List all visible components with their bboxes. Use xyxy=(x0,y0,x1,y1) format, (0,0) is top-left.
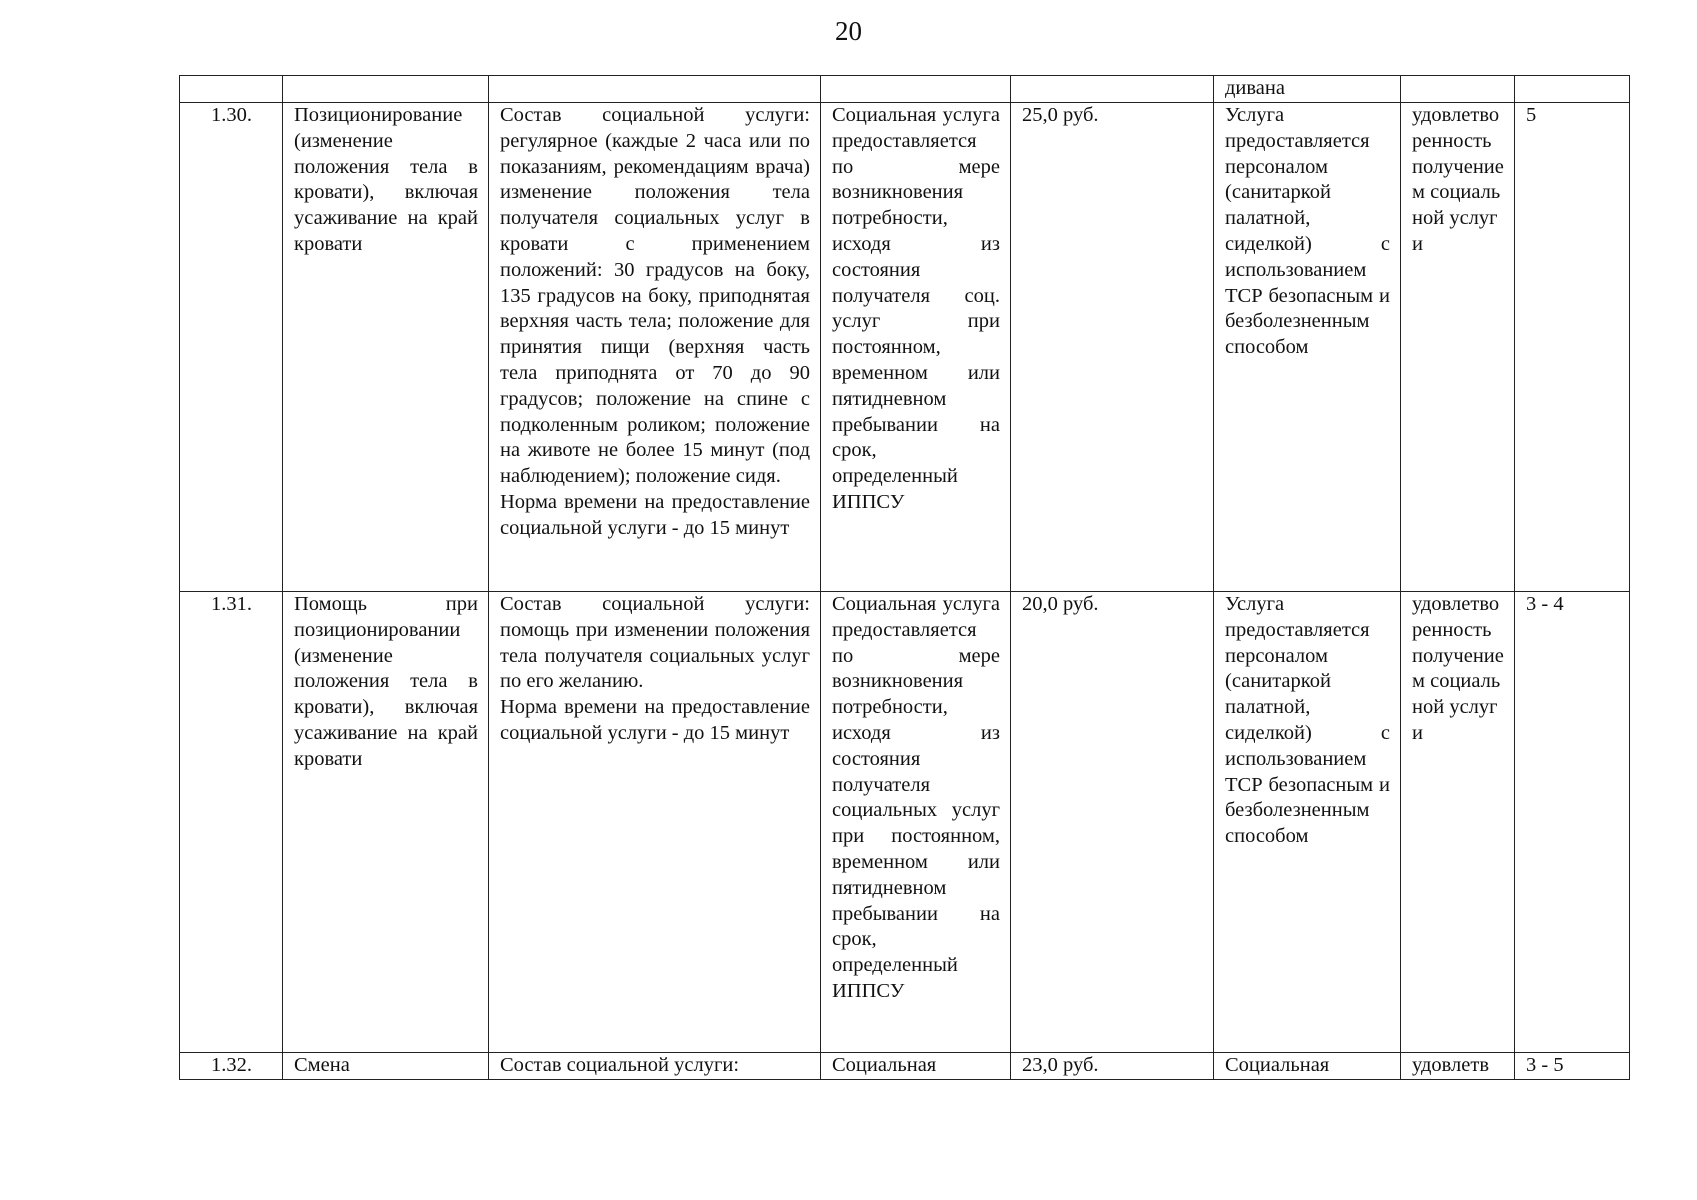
table-row-1-32 xyxy=(180,1053,1630,1080)
content-text: Состав социальной услуги: помощь при изменении положения тела получателя социальных услуг по его желанию. xyxy=(500,593,810,693)
cell-price: 20,0 руб. xyxy=(1011,592,1214,1053)
cell-name: Помощь при позиционировании (изменение положения тела в кровати), включая усаживание на край кровати xyxy=(283,592,489,1053)
cell-conditions xyxy=(821,76,1011,103)
cell-num: 1.31. xyxy=(180,592,283,1053)
cell-name: Смена xyxy=(283,1053,489,1080)
table-row-1-31 xyxy=(180,592,1630,1053)
cell-content xyxy=(489,76,821,103)
cell-price: 23,0 руб. xyxy=(1011,1053,1214,1080)
cell-score xyxy=(1515,76,1630,103)
cell-terms: Услуга предоставляется персоналом (санитаркой палатной, сиделкой) с использованием ТСР безопасным и безболезненным способом xyxy=(1214,103,1401,592)
cell-num xyxy=(180,76,283,103)
cell-score: 3 - 5 xyxy=(1515,1053,1630,1080)
cell-criteria xyxy=(1401,76,1515,103)
terms-tail-text: дивана xyxy=(1225,77,1285,99)
table-row-carryover xyxy=(180,76,1630,103)
cell-num: 1.30. xyxy=(180,103,283,592)
cell-criteria: удовлетворенность получением социальной услуги xyxy=(1401,592,1515,1053)
cell-terms xyxy=(1214,76,1401,103)
cell-criteria: удовлетв xyxy=(1401,1053,1515,1080)
cell-conditions: Социальная услуга предоставляется по мере возникновения потребности, исходя из состояния получателя социальных услуг при постоянном, временном или пятидневном пребывании на срок, определенный ИППСУ xyxy=(821,592,1011,1053)
cell-name xyxy=(283,76,489,103)
cell-name: Позиционирование (изменение положения тела в кровати), включая усаживание на край кровати xyxy=(283,103,489,592)
page-number: 20 xyxy=(835,16,862,46)
services-table xyxy=(179,75,1630,1080)
cell-content xyxy=(489,592,821,1053)
cell-criteria: удовлетворенность получением социальной услуги xyxy=(1401,103,1515,592)
cell-num: 1.32. xyxy=(180,1053,283,1080)
cell-terms: Услуга предоставляется персоналом (санитаркой палатной, сиделкой) с использованием ТСР безопасным и безболезненным способом xyxy=(1214,592,1401,1053)
cell-score: 3 - 4 xyxy=(1515,592,1630,1053)
cell-content: Состав социальной услуги: xyxy=(489,1053,821,1080)
cell-price xyxy=(1011,76,1214,103)
cell-score: 5 xyxy=(1515,103,1630,592)
cell-conditions: Социальная услуга предоставляется по мере возникновения потребности, исходя из состояния получателя соц. услуг при постоянном, временном или пятидневном пребывании на срок, определенный ИППСУ xyxy=(821,103,1011,592)
table-row-1-30 xyxy=(180,103,1630,592)
time-norm-text: Норма времени на предоставление социальной услуги - до 15 минут xyxy=(500,490,810,539)
content-text: Состав социальной услуги: регулярное (каждые 2 часа или по показаниям, рекомендациям врача) изменение положения тела получателя социальных услуг в кровати с применением положений: 30 градусов на боку, 135 градусов на боку, приподнятая верхняя часть тела; положение для принятия пищи (верхняя часть тела приподнята от 70 до 90 градусов; положение на спине с подколенным роликом; положение на животе не более 15 минут (под наблюдением); положение сидя. xyxy=(500,104,810,488)
cell-terms: Социальная xyxy=(1214,1053,1401,1080)
time-norm-text: Норма времени на предоставление социальной услуги - до 15 минут xyxy=(500,696,810,744)
cell-conditions: Социальная xyxy=(821,1053,1011,1080)
cell-content xyxy=(489,103,821,592)
cell-price: 25,0 руб. xyxy=(1011,103,1214,592)
